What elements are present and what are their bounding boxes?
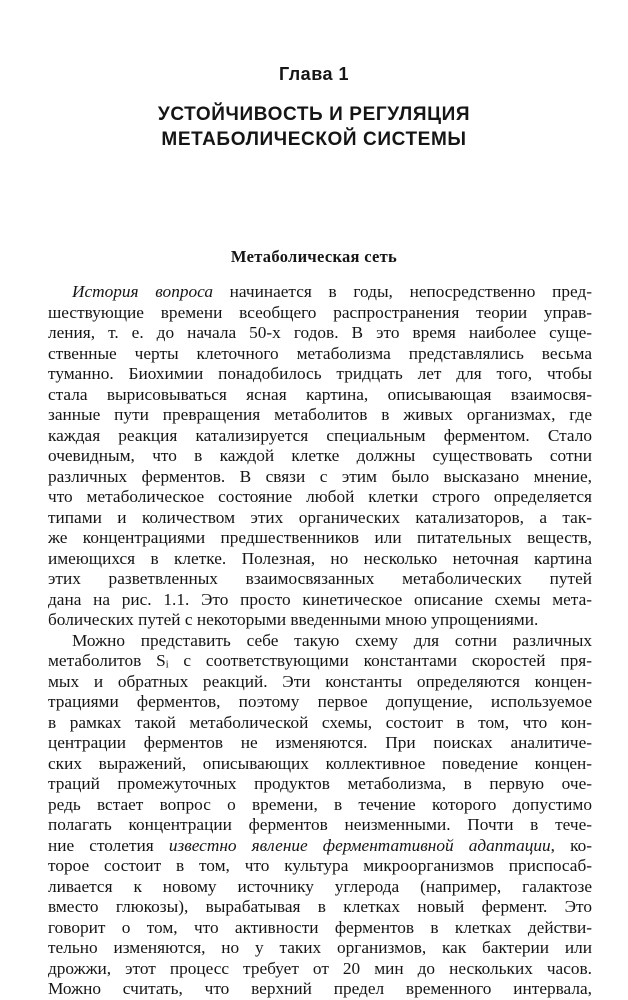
text-line: торое состоит в том, что культура микроорганизмов приспосаб- <box>48 856 592 875</box>
text-line: мых и обратных реакций. Эти константы определяются концен- <box>48 671 592 691</box>
text-line: трациями ферментов, поэтому первое допущение, используемое <box>48 692 592 711</box>
chapter-title-line: МЕТАБОЛИЧЕСКОЙ СИСТЕМЫ <box>161 129 467 150</box>
chapter-title-line: УСТОЙЧИВОСТЬ И РЕГУЛЯЦИЯ <box>157 104 471 125</box>
text-line: туманно. Биохимии понадобилось тридцать лет для того, чтобы <box>48 364 592 383</box>
text-line: ления, т. е. до начала 50-х годов. В это время наиболее суще- <box>48 323 592 342</box>
text-line: ливается к новому источнику углерода (например, галактозе <box>48 876 592 896</box>
text-line: Можно представить себе такую схему для сотни различных <box>72 630 592 650</box>
text-line: шествующие времени всеобщего распространения теории управ- <box>48 302 592 322</box>
text-line: же концентрациями предшественников или питательных веществ, <box>48 528 592 547</box>
text-line: вместо глюкозы), вырабатывая в клетках новый фермент. Это <box>48 897 592 916</box>
text-line: болических путей с некоторыми введенными мною упрощениями. <box>48 610 539 629</box>
text-line: типами и количеством этих органических катализаторов, а так- <box>48 507 592 527</box>
text-line: центрации ферментов не изменяются. При поисках аналитиче- <box>48 733 592 752</box>
text-line: полагать концентрации ферментов неизменными. Почти в тече- <box>48 815 592 834</box>
text-line: очевидным, что в каждой клетке должны существовать сотни <box>48 446 592 465</box>
body-text <box>48 282 592 1000</box>
text-line: каждая реакция катализируется специальным ферментом. Стало <box>48 425 592 445</box>
text-line: метаболитов Sᵢ с соответствующими константами скоростей пря- <box>48 651 592 670</box>
text-line: редь встает вопрос о времени, в течение которого допустимо <box>48 794 592 814</box>
text-line: ских выражений, описывающих коллективное поведение концен- <box>48 753 592 773</box>
text-line: этих разветвленных взаимосвязанных метаболических путей <box>48 569 592 588</box>
text-line: Можно считать, что верхний предел временного интервала, <box>48 979 592 998</box>
text-line: дрожжи, этот процесс требует от 20 мин до нескольких часов. <box>48 958 592 978</box>
section-heading: Метаболическая сеть <box>230 247 398 266</box>
text-line: имеющихся в клетке. Полезная, но несколько неточная картина <box>48 548 592 568</box>
text-line: ственные черты клеточного метаболизма представлялись весьма <box>48 343 592 363</box>
text-line: в рамках такой метаболической схемы, состоит в том, что кон- <box>48 712 592 732</box>
text-line: занные пути превращения метаболитов в живых организмах, где <box>48 405 592 424</box>
chapter-label: Глава 1 <box>278 64 350 84</box>
text-line: стала вырисовываться ясная картина, описывающая взаимосвя- <box>48 384 592 404</box>
chapter-title <box>0 102 628 152</box>
text-line: История вопроса начинается в годы, непосредственно пред- <box>72 282 592 301</box>
text-line: траций промежуточных продуктов метаболизма, в первую оче- <box>48 774 592 793</box>
text-line: дана на рис. 1.1. Это просто кинетическое описание схемы мета- <box>48 589 592 609</box>
text-line: ние столетия известно явление ферментативной адаптации, ко- <box>48 835 592 855</box>
text-line: говорит о том, что активности ферментов в клетках действи- <box>48 917 592 937</box>
text-line: что метаболическое состояние любой клетки строго определяется <box>48 487 592 506</box>
text-line: тельно изменяются, но у таких организмов, как бактерии или <box>48 938 592 957</box>
text-line: различных ферментов. В связи с этим было высказано мнение, <box>48 466 592 486</box>
